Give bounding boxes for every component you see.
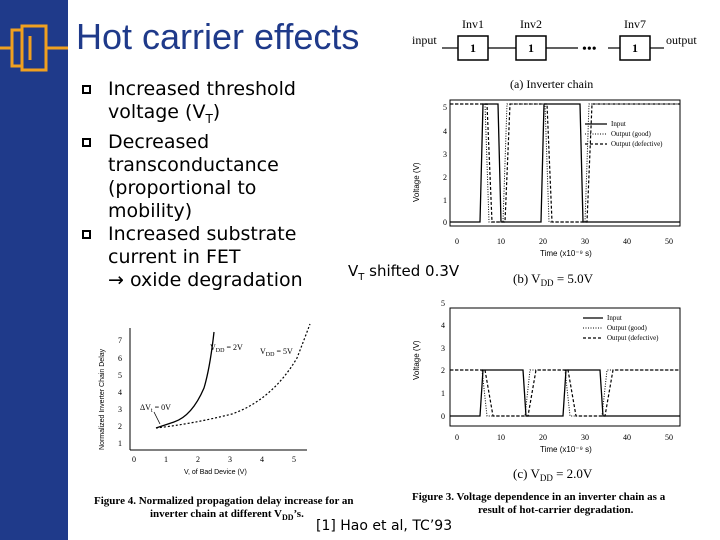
gate-name: Inv7 xyxy=(624,17,646,31)
svg-text:Figure 3. Voltage dependence: Figure 3. Voltage dependence in an inverter chain as a xyxy=(412,491,666,503)
svg-text:20: 20 xyxy=(539,433,547,442)
bullet-line: Increased threshold xyxy=(108,78,296,100)
svg-text:1: 1 xyxy=(164,455,168,464)
bullet-line: Increased substrate xyxy=(108,222,297,245)
svg-text:3: 3 xyxy=(443,150,447,159)
svg-text:10: 10 xyxy=(497,237,505,246)
svg-text:0: 0 xyxy=(443,218,447,227)
svg-text:30: 30 xyxy=(581,433,589,442)
circuit-logo-icon xyxy=(0,18,68,78)
slide-title: Hot carrier effects xyxy=(76,16,360,57)
y-tick-labels xyxy=(441,299,445,421)
gate-label: 1 xyxy=(528,41,534,55)
bullet-line: voltage $(V_T)$ xyxy=(108,101,221,126)
y-tick-labels xyxy=(443,103,447,227)
bullet-line: Decreased xyxy=(108,130,210,153)
gate-label: 1 xyxy=(632,41,638,55)
chain-caption: (a) Inverter chain xyxy=(510,77,594,91)
x-axis-label: V, of Bad Device (V) xyxy=(184,469,247,476)
figure3-caption xyxy=(410,488,715,518)
x-axis-label: Time (x10⁻⁹ s) xyxy=(540,249,592,258)
svg-text:4: 4 xyxy=(443,127,447,136)
svg-text:Output (good): Output (good) xyxy=(607,324,647,332)
svg-text:3: 3 xyxy=(228,455,232,464)
gate-name: Inv2 xyxy=(520,17,542,31)
bullet-line: transconductance xyxy=(108,153,279,176)
bullet-line: mobility) xyxy=(108,199,193,222)
square-bullet-icon xyxy=(82,138,91,147)
svg-text:3: 3 xyxy=(441,344,445,353)
label-vdd-5v: $V_{DD} = 5V$ xyxy=(260,347,293,358)
x-tick-labels xyxy=(455,433,673,442)
svg-text:inverter chain at different VD: inverter chain at different $V_{DD}’s$. xyxy=(150,508,304,522)
x-tick-labels xyxy=(455,237,673,246)
svg-text:2: 2 xyxy=(118,422,122,431)
bullet-item xyxy=(82,223,322,292)
curve-vdd-5v xyxy=(156,324,310,428)
svg-text:5: 5 xyxy=(118,371,122,380)
plot-vdd-2v xyxy=(405,300,705,482)
svg-text:5: 5 xyxy=(292,455,296,464)
bullet-sub-item: → oxide degradation xyxy=(108,268,303,291)
svg-text:Input: Input xyxy=(611,120,626,128)
plot-label-b: (b) $V_{DD} = 5.0V$ xyxy=(513,271,594,288)
gate-name: Inv1 xyxy=(462,17,484,31)
svg-text:3: 3 xyxy=(118,405,122,414)
label-delta-vt: $\Delta V_t = 0V$ xyxy=(140,403,171,414)
svg-text:1: 1 xyxy=(118,439,122,448)
square-bullet-icon xyxy=(82,230,91,239)
svg-text:0: 0 xyxy=(455,433,459,442)
bullet-line: (proportional to xyxy=(108,176,257,199)
output-defective-trace xyxy=(450,104,680,222)
bullet-list xyxy=(82,78,322,292)
x-axis-label: Time (x10⁻⁹ s) xyxy=(540,445,592,454)
sidebar xyxy=(0,0,68,540)
x-tick-labels xyxy=(132,455,296,464)
svg-text:Input: Input xyxy=(607,314,622,322)
svg-text:2: 2 xyxy=(443,173,447,182)
chain-output-label: output xyxy=(666,33,697,47)
svg-text:5: 5 xyxy=(443,103,447,112)
y-axis-label: Voltage (V) xyxy=(412,340,421,380)
square-bullet-icon xyxy=(82,85,91,94)
svg-text:Output (defective): Output (defective) xyxy=(611,140,663,148)
svg-text:10: 10 xyxy=(497,433,505,442)
svg-text:0: 0 xyxy=(441,412,445,421)
bullet-item xyxy=(82,78,322,131)
svg-text:Output (good): Output (good) xyxy=(611,130,651,138)
svg-text:result of hot-carrier degradat: result of hot-carrier degradation. xyxy=(478,504,634,516)
svg-text:50: 50 xyxy=(665,237,673,246)
svg-text:4: 4 xyxy=(441,321,445,330)
svg-text:40: 40 xyxy=(623,237,631,246)
vt-shift-note: $V_T$ shifted 0.3V xyxy=(348,262,460,283)
svg-text:0: 0 xyxy=(132,455,136,464)
gate-label: 1 xyxy=(470,41,476,55)
output-good-trace xyxy=(450,104,680,222)
svg-text:Output (defective): Output (defective) xyxy=(607,334,659,342)
plot-legend xyxy=(585,120,663,148)
figure4-delay-plot xyxy=(92,318,317,493)
svg-text:6: 6 xyxy=(118,354,122,363)
svg-text:Figure 4. Normalized propagat: Figure 4. Normalized propagation delay increase for an xyxy=(94,495,354,507)
chain-input-label: input xyxy=(412,33,437,47)
svg-text:0: 0 xyxy=(455,237,459,246)
citation: [1] Hao et al, TC’93 xyxy=(316,518,453,534)
svg-text:50: 50 xyxy=(665,433,673,442)
plot-frame xyxy=(450,100,680,226)
input-trace xyxy=(450,104,680,222)
svg-text:1: 1 xyxy=(443,196,447,205)
chain-ellipsis: ••• xyxy=(582,42,597,57)
inverter-chain-diagram xyxy=(410,10,715,92)
bullet-line: current in FET xyxy=(108,245,241,268)
bullet-item xyxy=(82,131,322,223)
label-vdd-2v: $V_{DD} = 2V$ xyxy=(210,343,243,354)
svg-text:4: 4 xyxy=(118,388,122,397)
svg-text:2: 2 xyxy=(196,455,200,464)
svg-text:1: 1 xyxy=(441,389,445,398)
svg-text:30: 30 xyxy=(581,237,589,246)
svg-text:2: 2 xyxy=(441,366,445,375)
svg-text:5: 5 xyxy=(441,299,445,308)
svg-text:7: 7 xyxy=(118,336,122,345)
plot-label-c: (c) $V_{DD} = 2.0V$ xyxy=(513,466,593,483)
svg-text:40: 40 xyxy=(623,433,631,442)
plot-vdd-5v xyxy=(405,92,705,288)
svg-text:20: 20 xyxy=(539,237,547,246)
plot-legend xyxy=(583,314,659,342)
svg-text:4: 4 xyxy=(260,455,264,464)
y-tick-labels xyxy=(118,336,122,448)
y-axis-label: Voltage (V) xyxy=(412,162,421,202)
curve-vdd-2v xyxy=(156,332,214,428)
y-axis-label: Normalized Inverter Chain Delay xyxy=(99,348,106,450)
